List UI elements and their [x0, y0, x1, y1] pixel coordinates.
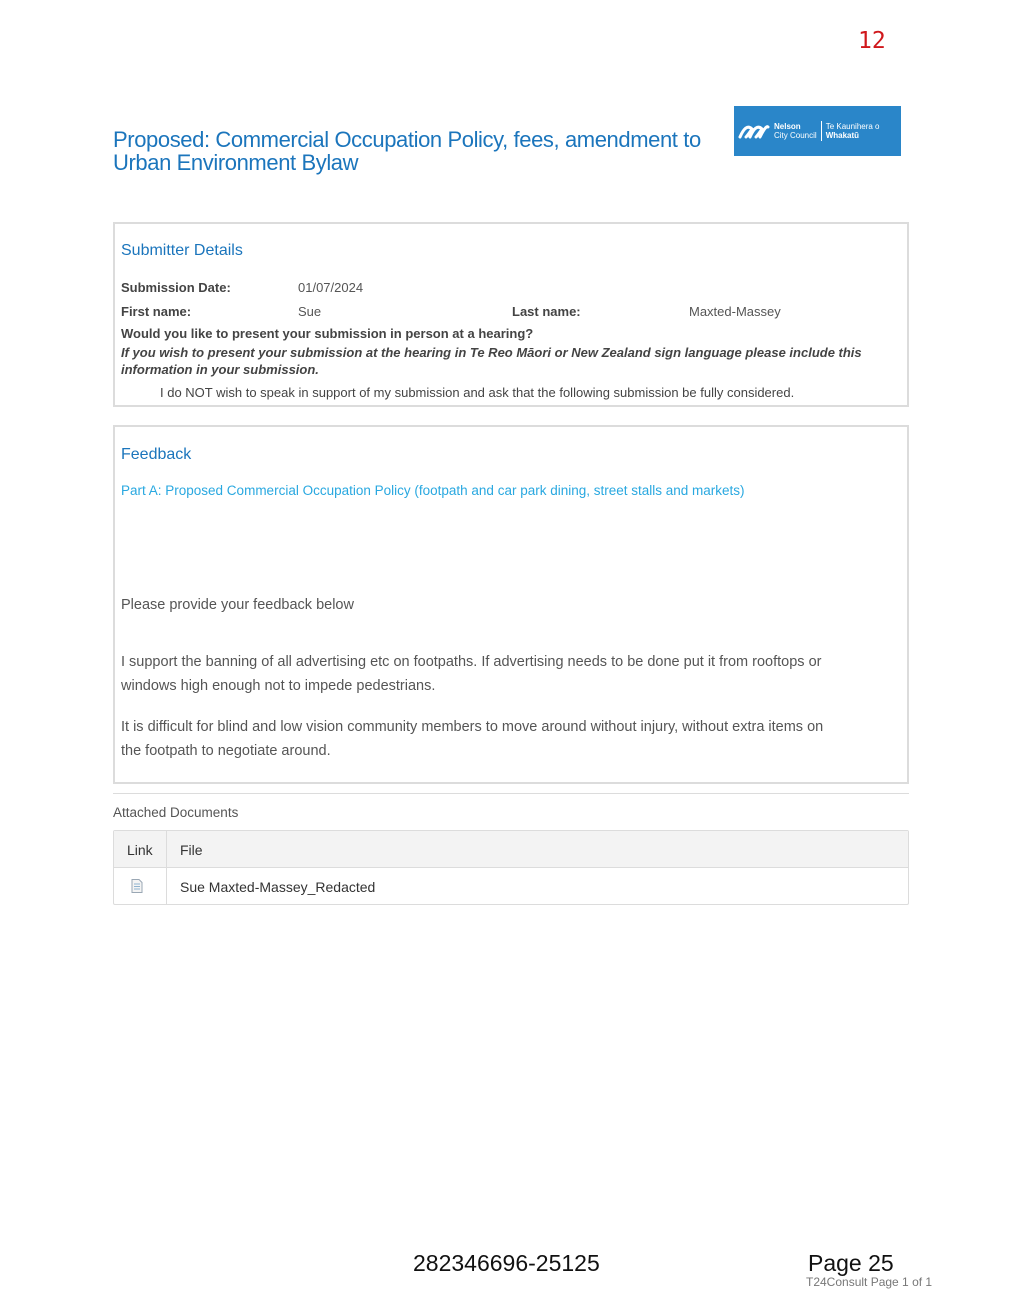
page-stamp: 12 — [858, 28, 886, 54]
document-icon[interactable] — [131, 879, 143, 893]
submission-date-label: Submission Date: — [121, 280, 231, 295]
column-header-link: Link — [127, 842, 153, 858]
table-header — [114, 831, 908, 868]
attached-documents-label: Attached Documents — [113, 805, 239, 820]
attached-documents-table — [113, 830, 909, 905]
submitter-details-panel — [113, 222, 909, 407]
feedback-heading: Feedback — [121, 446, 192, 463]
footer-page-number: Page 25 — [808, 1250, 894, 1276]
first-name-value: Sue — [298, 304, 322, 319]
footer-document-id: 282346696-25125 — [413, 1250, 600, 1276]
logo-text-english: Nelson City Council — [774, 122, 817, 140]
document-title: Proposed: Commercial Occupation Policy, fees, amendment to Urban Environment Bylaw — [113, 127, 701, 175]
submission-date-value: 01/07/2024 — [298, 280, 364, 295]
footer-system-page: T24Consult Page 1 of 1 — [806, 1275, 933, 1289]
feedback-paragraph: It is difficult for blind and low vision community members to move around without injury, without extra items on the footpath to negotiate around. — [121, 719, 824, 759]
feedback-paragraph: I support the banning of all advertising etc on footpaths. If advertising needs to be done put it from rooftops or windows high enough not to impede pedestrians. — [121, 654, 822, 694]
hearing-question: Would you like to present your submission in person at a hearing? — [121, 326, 534, 341]
hearing-answer: I do NOT wish to speak in support of my submission and ask that the following submission be fully considered. — [160, 385, 795, 400]
attached-file-name: Sue Maxted-Massey_Redacted — [180, 879, 376, 895]
submitter-details-heading: Submitter Details — [121, 242, 243, 259]
hearing-note: If you wish to present your submission at the hearing in Te Reo Māori or New Zealand sign language please include this information in your submission. — [121, 345, 862, 377]
section-divider — [113, 793, 909, 794]
council-logo — [734, 106, 901, 156]
logo-mark-icon — [734, 106, 774, 156]
logo-text-maori: Te Kaunihera o Whakatū — [825, 122, 880, 140]
column-header-file: File — [180, 842, 203, 858]
feedback-panel — [113, 425, 909, 784]
last-name-value: Maxted-Massey — [689, 304, 781, 319]
last-name-label: Last name: — [512, 304, 581, 319]
part-a-title: Part A: Proposed Commercial Occupation Policy (footpath and car park dining, street stalls and markets) — [121, 483, 745, 498]
first-name-label: First name: — [121, 304, 192, 319]
feedback-prompt: Please provide your feedback below — [121, 597, 354, 613]
